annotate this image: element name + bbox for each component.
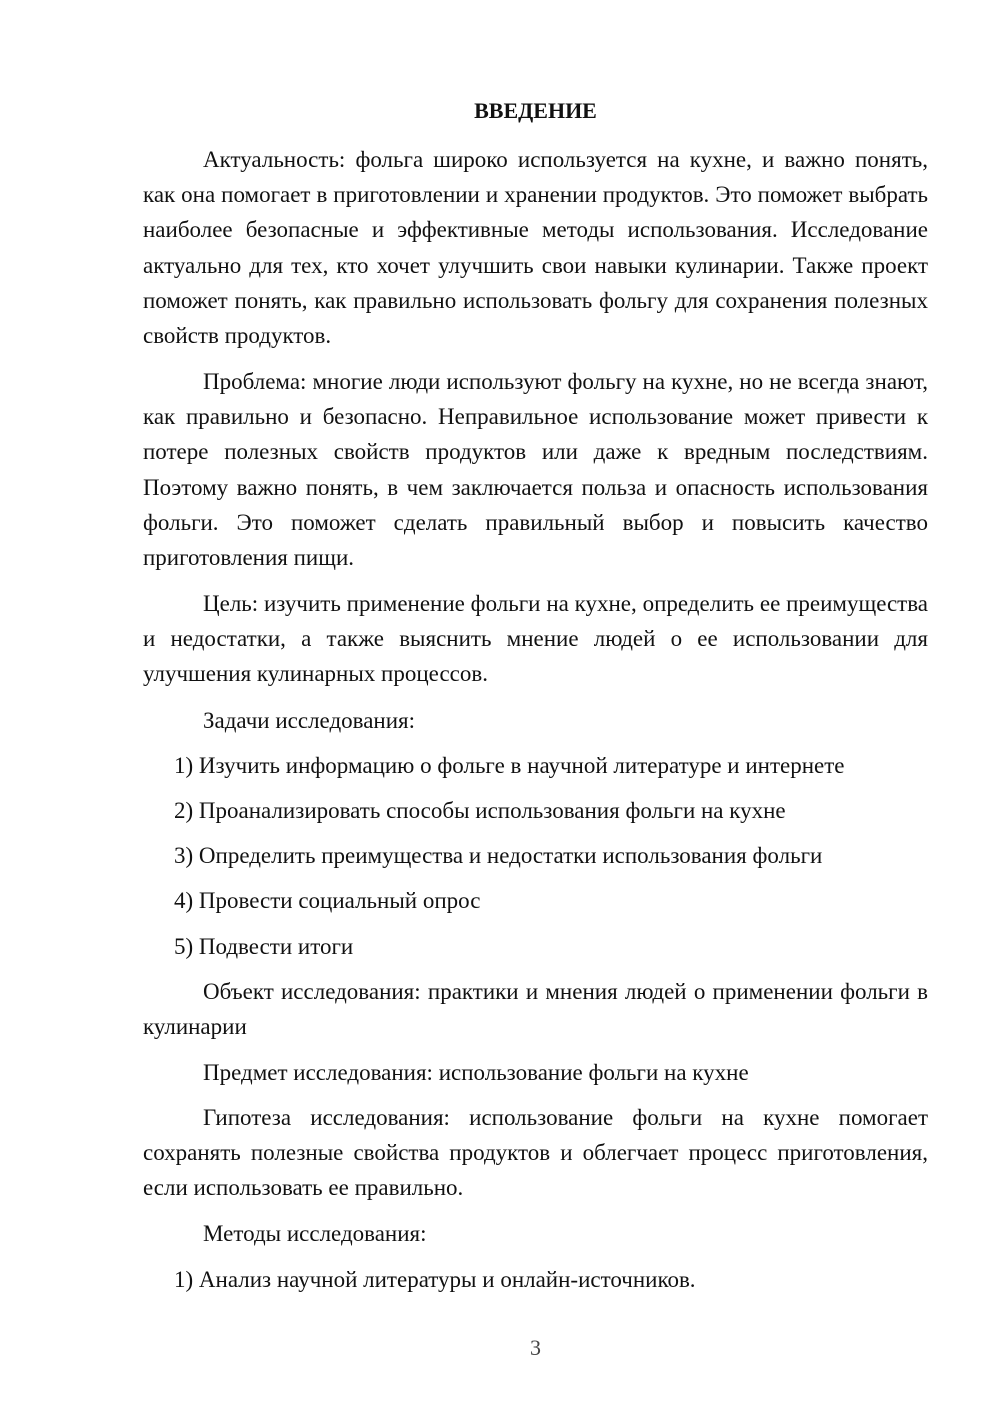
paragraph-relevance: Актуальность: фольга широко используется на кухне, и важно понять, как она помогает в приготовлении и хранении продуктов. Это поможет выбрать наиболее безопасные и эффективные методы использования. Исследование актуально для тех, кто хочет улучшить свои навыки кулинарии. Также проект поможет понять, как правильно использовать фольгу для сохранения полезных свойств продуктов.	[143, 147, 928, 349]
method-item-1: 1) Анализ научной литературы и онлайн-источников.	[174, 1267, 696, 1292]
paragraph-goal: Цель: изучить применение фольги на кухне, определить ее преимущества и недостатки, а также выяснить мнение людей о ее использовании для улучшения кулинарных процессов.	[143, 591, 928, 687]
paragraph-subject: Предмет исследования: использование фольги на кухне	[203, 1060, 749, 1085]
page-number: 3	[530, 1335, 541, 1360]
paragraph-problem: Проблема: многие люди используют фольгу на кухне, но не всегда знают, как правильно и безопасно. Неправильное использование может привести к потере полезных свойств продуктов или даже к вредным последствиям. Поэтому важно понять, в чем заключается польза и опасность использования фольги. Это поможет сделать правильный выбор и повысить качество приготовления пищи.	[143, 369, 928, 571]
task-item-1: 1) Изучить информацию о фольге в научной литературе и интернете	[174, 753, 845, 778]
task-item-2: 2) Проанализировать способы использования фольги на кухне	[174, 798, 786, 823]
tasks-heading: Задачи исследования:	[203, 708, 416, 733]
task-item-4: 4) Провести социальный опрос	[174, 888, 481, 913]
methods-heading: Методы исследования:	[203, 1221, 427, 1246]
paragraph-hypothesis: Гипотеза исследования: использование фольги на кухне помогает сохранять полезные свойства продуктов и облегчает процесс приготовления, если использовать ее правильно.	[143, 1105, 928, 1201]
task-item-3: 3) Определить преимущества и недостатки использования фольги	[174, 843, 823, 868]
task-item-5: 5) Подвести итоги	[174, 934, 354, 959]
page-title: ВВЕДЕНИЕ	[474, 98, 597, 123]
paragraph-object: Объект исследования: практики и мнения людей о применении фольги в кулинарии	[143, 979, 928, 1040]
